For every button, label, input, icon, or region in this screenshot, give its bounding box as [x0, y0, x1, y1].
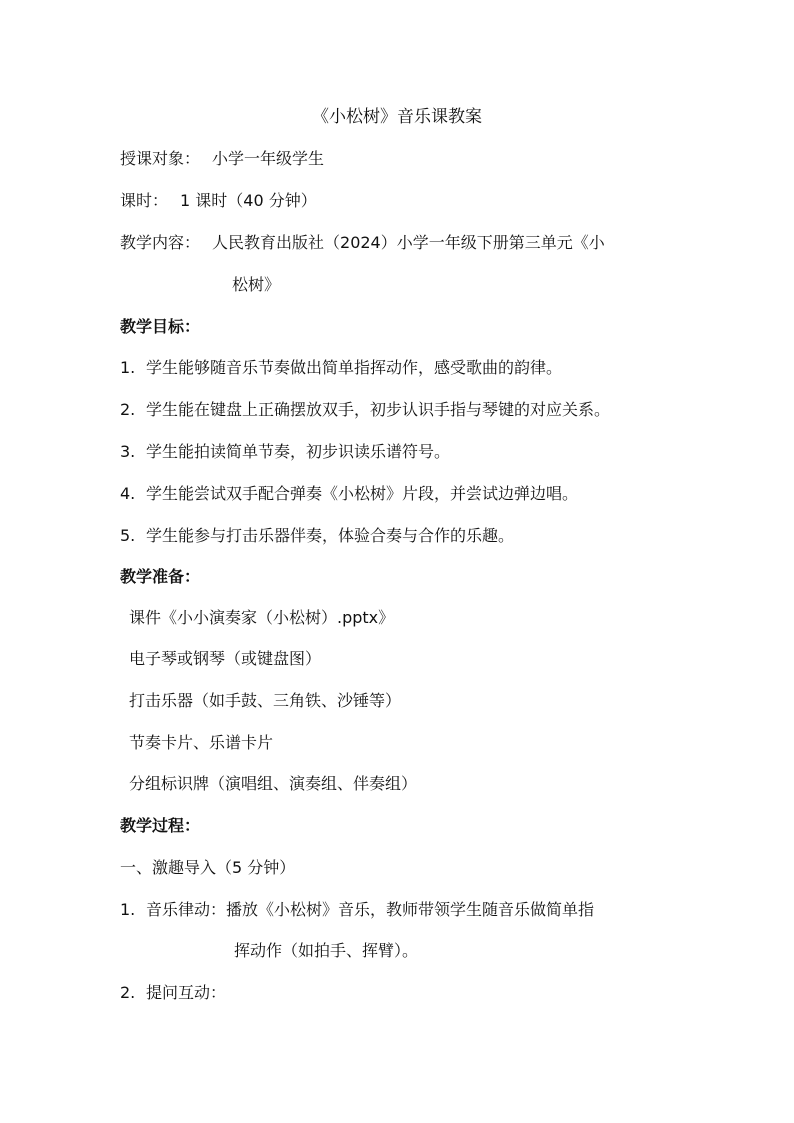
goal-number: 1. — [120, 358, 136, 377]
duration-row — [120, 190, 317, 212]
material-item: 电子琴或钢琴（或键盘图） — [129, 649, 322, 668]
step-number: 1. — [120, 900, 136, 919]
audience-label: 授课对象： — [120, 149, 201, 168]
goal-text: 学生能够随音乐节奏做出简单指挥动作，感受歌曲的韵律。 — [146, 358, 563, 377]
material-item: 分组标识牌（演唱组、演奏组、伴奏组） — [129, 774, 418, 793]
goal-text: 学生能参与打击乐器伴奏，体验合奏与合作的乐趣。 — [146, 526, 515, 545]
prep-heading: 教学准备： — [120, 567, 201, 586]
duration-label: 课时： — [120, 191, 169, 210]
section-heading: 一、激趣导入（5 分钟） — [120, 858, 296, 877]
step-text-line-2: 挥动作（如拍手、挥臂）。 — [234, 941, 419, 960]
content-value-line-1: 人民教育出版社（2024）小学一年级下册第三单元《小 — [212, 233, 605, 252]
audience-row — [120, 148, 324, 170]
duration-value: 1 课时（40 分钟） — [180, 191, 317, 210]
content-value-line-2: 松树》 — [232, 275, 281, 294]
step-text-line-1: 音乐律动：播放《小松树》音乐，教师带领学生随音乐做简单指 — [146, 900, 595, 919]
material-item: 节奏卡片、乐谱卡片 — [129, 733, 274, 752]
goal-item — [120, 357, 562, 379]
goal-text: 学生能尝试双手配合弹奏《小松树》片段，并尝试边弹边唱。 — [146, 484, 579, 503]
goal-item — [120, 399, 610, 421]
process-heading: 教学过程： — [120, 816, 201, 835]
step-item — [120, 899, 594, 921]
goal-item — [120, 483, 578, 505]
content-label: 教学内容： — [120, 233, 201, 252]
material-item: 打击乐器（如手鼓、三角铁、沙锤等） — [129, 691, 402, 710]
goal-number: 4. — [120, 484, 136, 503]
audience-value: 小学一年级学生 — [212, 149, 325, 168]
goal-text: 学生能拍读简单节奏，初步识读乐谱符号。 — [146, 442, 451, 461]
goal-item — [120, 525, 514, 547]
page-title: 《小松树》音乐课教案 — [312, 107, 482, 127]
goal-text: 学生能在键盘上正确摆放双手，初步认识手指与琴键的对应关系。 — [146, 400, 611, 419]
goals-heading: 教学目标： — [120, 317, 201, 336]
step-text: 提问互动： — [146, 983, 227, 1002]
goal-number: 2. — [120, 400, 136, 419]
step-item — [120, 982, 226, 1004]
content-row — [120, 232, 605, 254]
step-number: 2. — [120, 983, 136, 1002]
goal-number: 5. — [120, 526, 136, 545]
goal-item — [120, 441, 450, 463]
goal-number: 3. — [120, 442, 136, 461]
material-item: 课件《小小演奏家（小松树）.pptx》 — [129, 608, 395, 627]
